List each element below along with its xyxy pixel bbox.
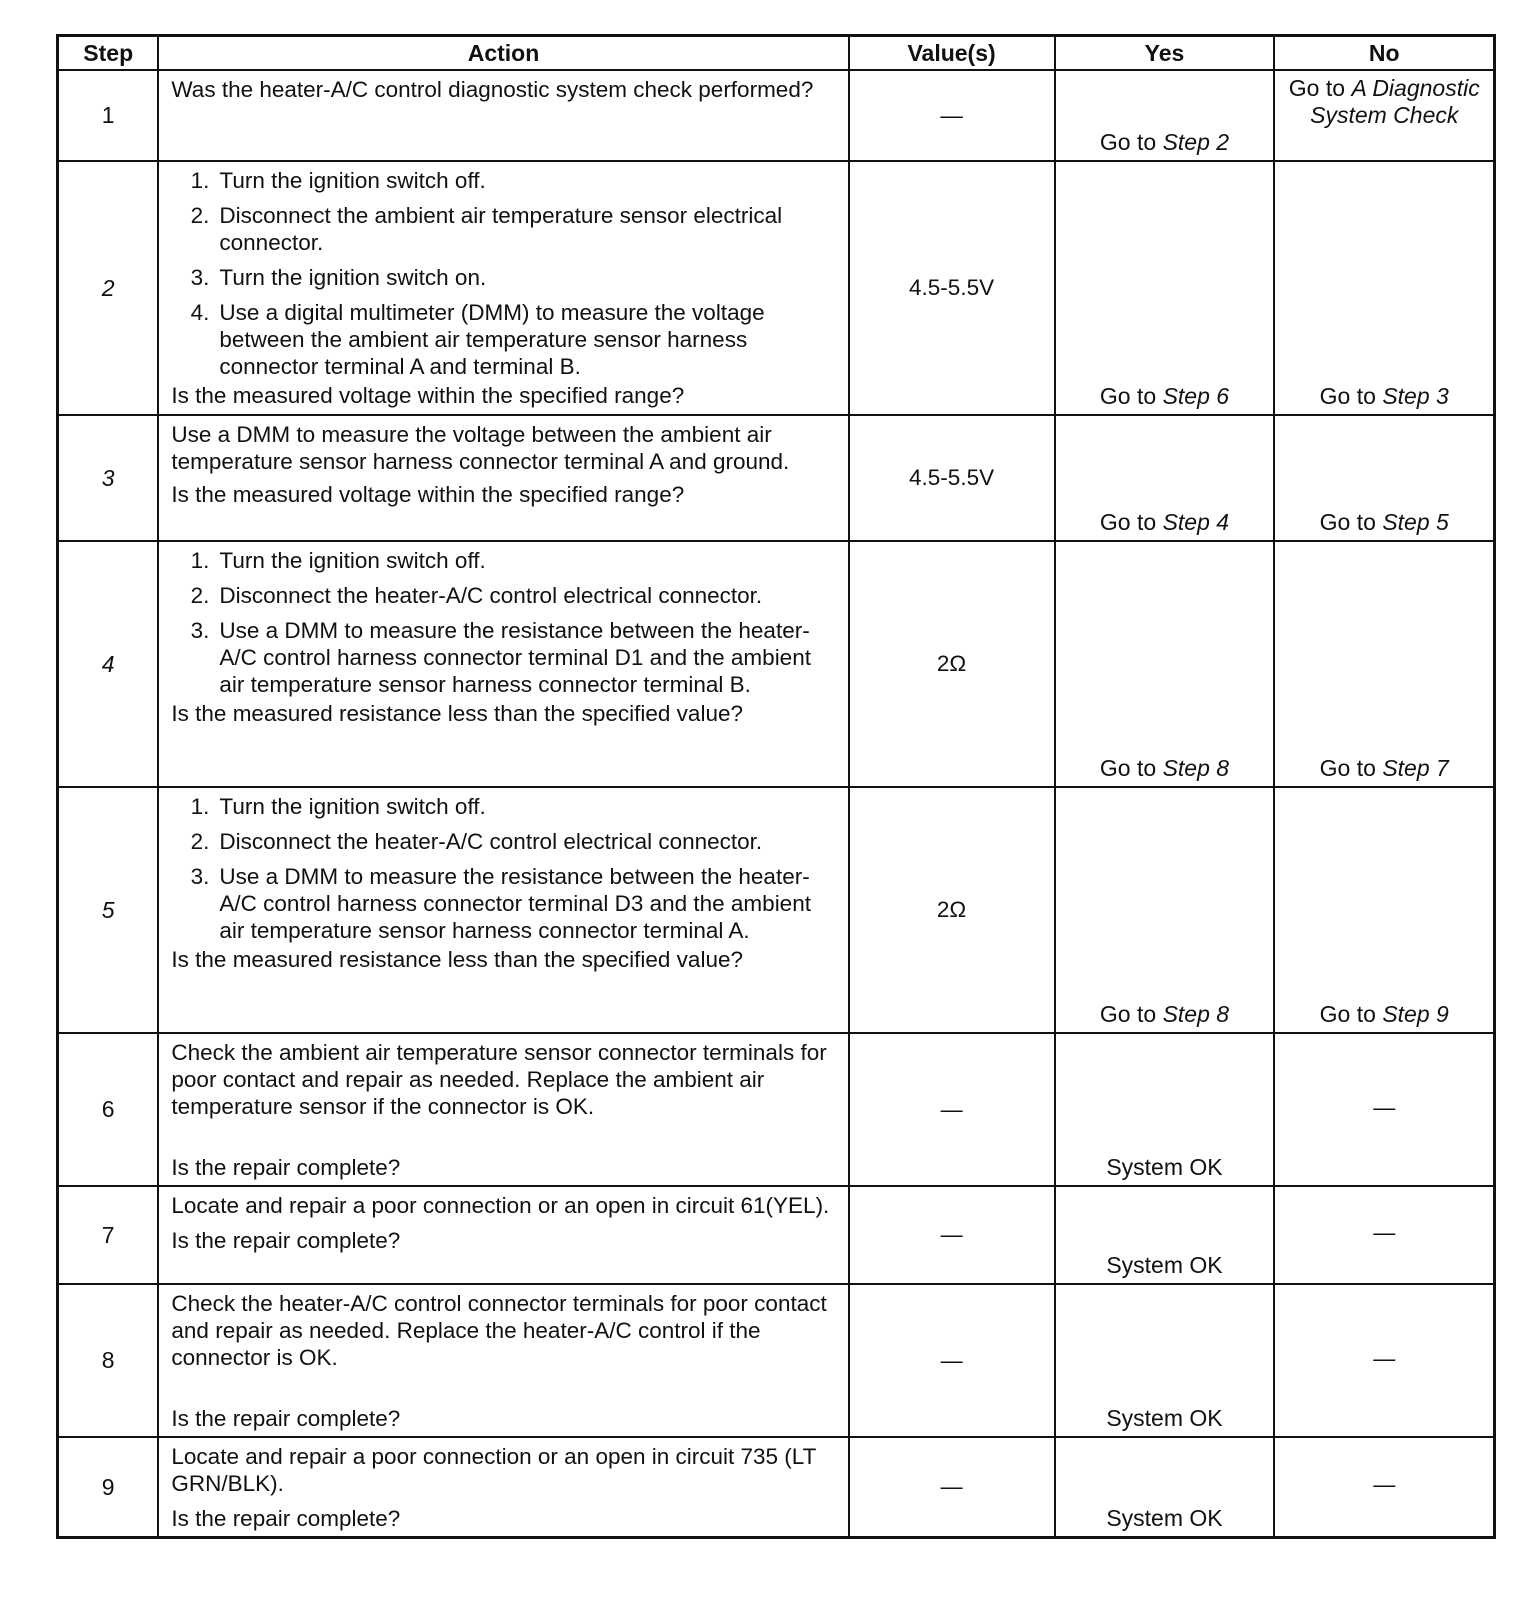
action-text: Check the ambient air temperature sensor connector terminals for poor contact and repair as needed. Replace the ambient air temperature sensor if the connector is OK.	[171, 1040, 827, 1119]
yes-step-ref: Step 8	[1162, 1001, 1230, 1027]
step-number: 5	[58, 787, 159, 1033]
value-cell: —	[849, 1186, 1055, 1284]
action-question: Is the repair complete?	[171, 1155, 401, 1180]
action-step: 1. Turn the ignition switch off.	[190, 168, 486, 193]
action-step: 3. Use a DMM to measure the resistance between the heater-A/C control harness connector terminal D1 and the ambient air temperature sensor harness connector terminal B.	[190, 618, 811, 697]
no-cell	[1274, 541, 1494, 787]
no-cell	[1274, 787, 1494, 1033]
diagnostic-table	[56, 34, 1496, 1539]
value-cell: —	[849, 1437, 1055, 1538]
go-to-label: Go to	[1099, 1001, 1157, 1027]
step-number: 3	[58, 415, 159, 541]
go-to-label: Go to	[1099, 129, 1157, 155]
action-step: 2. Disconnect the heater-A/C control electrical connector.	[190, 829, 763, 854]
action-steps	[171, 547, 839, 698]
no-cell: —	[1274, 1284, 1494, 1437]
yes-cell	[1055, 541, 1275, 787]
yes-step-ref: Step 8	[1162, 755, 1230, 781]
action-cell	[158, 787, 848, 1033]
value-cell: —	[849, 70, 1055, 161]
no-target-ref: A Diagnostic System Check	[1310, 75, 1480, 128]
table-row	[58, 1437, 1495, 1538]
step-number: 7	[58, 1186, 159, 1284]
action-cell	[158, 415, 848, 541]
step-number: 6	[58, 1033, 159, 1186]
action-question: Is the measured resistance less than the specified value?	[171, 701, 743, 726]
no-cell: —	[1274, 1186, 1494, 1284]
step-number: 8	[58, 1284, 159, 1437]
action-step: 3. Turn the ignition switch on.	[190, 265, 487, 290]
step-number: 1	[58, 70, 159, 161]
action-cell	[158, 70, 848, 161]
go-to-label: Go to	[1099, 383, 1157, 409]
no-cell	[1274, 161, 1494, 415]
yes-cell	[1055, 787, 1275, 1033]
action-steps	[171, 167, 839, 380]
action-step: 2. Disconnect the heater-A/C control electrical connector.	[190, 583, 763, 608]
go-to-label: Go to	[1288, 75, 1346, 101]
action-text: Locate and repair a poor connection or an open in circuit 735 (LT GRN/BLK).	[171, 1444, 816, 1496]
action-question: Is the measured resistance less than the specified value?	[171, 947, 743, 972]
header-no: No	[1274, 36, 1494, 71]
no-step-ref: Step 9	[1382, 1001, 1449, 1027]
yes-step-ref: Step 4	[1162, 509, 1230, 535]
action-cell	[158, 1186, 848, 1284]
yes-cell	[1055, 415, 1275, 541]
go-to-label: Go to	[1319, 509, 1376, 535]
action-text: Was the heater-A/C control diagnostic system check performed?	[171, 77, 814, 102]
action-step: 4. Use a digital multimeter (DMM) to measure the voltage between the ambient air temperature sensor harness connector terminal A and terminal B.	[190, 300, 765, 379]
yes-step-ref: Step 6	[1162, 383, 1230, 409]
yes-step-ref: Step 2	[1162, 129, 1230, 155]
no-cell	[1274, 70, 1494, 161]
action-question: Is the repair complete?	[171, 1228, 401, 1253]
action-question: Is the repair complete?	[171, 1406, 401, 1431]
yes-cell	[1055, 161, 1275, 415]
yes-cell: System OK	[1055, 1033, 1275, 1186]
step-number: 9	[58, 1437, 159, 1538]
action-cell	[158, 161, 848, 415]
action-cell	[158, 541, 848, 787]
header-action: Action	[158, 36, 848, 71]
action-question: Is the measured voltage within the specified range?	[171, 383, 685, 408]
table-row	[58, 787, 1495, 1033]
table-row	[58, 161, 1495, 415]
yes-cell: System OK	[1055, 1284, 1275, 1437]
value-cell: 4.5-5.5V	[849, 415, 1055, 541]
action-step: 1. Turn the ignition switch off.	[190, 548, 486, 573]
table-row	[58, 1033, 1495, 1186]
no-step-ref: Step 3	[1382, 383, 1449, 409]
step-number: 2	[58, 161, 159, 415]
value-cell: 4.5-5.5V	[849, 161, 1055, 415]
yes-cell: System OK	[1055, 1186, 1275, 1284]
header-values: Value(s)	[849, 36, 1055, 71]
action-question: Is the measured voltage within the specified range?	[171, 482, 685, 507]
no-cell	[1274, 415, 1494, 541]
value-cell: 2Ω	[849, 541, 1055, 787]
action-steps	[171, 793, 839, 944]
step-number: 4	[58, 541, 159, 787]
go-to-label: Go to	[1319, 1001, 1376, 1027]
action-cell	[158, 1284, 848, 1437]
action-cell	[158, 1033, 848, 1186]
go-to-label: Go to	[1319, 755, 1376, 781]
go-to-label: Go to	[1099, 755, 1157, 781]
action-text: Check the heater-A/C control connector terminals for poor contact and repair as needed. Replace the heater-A/C control if the connector is OK.	[171, 1291, 827, 1370]
header-yes: Yes	[1055, 36, 1275, 71]
table-row	[58, 70, 1495, 161]
action-question: Is the repair complete?	[171, 1506, 401, 1531]
value-cell: —	[849, 1284, 1055, 1437]
action-step: 3. Use a DMM to measure the resistance between the heater-A/C control harness connector terminal D3 and the ambient air temperature sensor harness connector terminal A.	[190, 864, 811, 943]
action-cell	[158, 1437, 848, 1538]
value-cell: 2Ω	[849, 787, 1055, 1033]
no-step-ref: Step 5	[1382, 509, 1449, 535]
table-row	[58, 415, 1495, 541]
value-cell: —	[849, 1033, 1055, 1186]
action-text: Use a DMM to measure the voltage between the ambient air temperature sensor harness connector terminal A and ground.	[171, 422, 790, 474]
no-cell: —	[1274, 1033, 1494, 1186]
action-text: Locate and repair a poor connection or an open in circuit 61(YEL).	[171, 1193, 830, 1218]
no-cell: —	[1274, 1437, 1494, 1538]
action-step: 1. Turn the ignition switch off.	[190, 794, 486, 819]
go-to-label: Go to	[1319, 383, 1376, 409]
no-step-ref: Step 7	[1382, 755, 1449, 781]
header-row	[58, 36, 1495, 71]
go-to-label: Go to	[1099, 509, 1157, 535]
header-step: Step	[58, 36, 159, 71]
action-step: 2. Disconnect the ambient air temperature sensor electrical connector.	[190, 203, 783, 255]
table-row	[58, 1186, 1495, 1284]
yes-cell	[1055, 70, 1275, 161]
yes-cell: System OK	[1055, 1437, 1275, 1538]
table-row	[58, 541, 1495, 787]
table-row	[58, 1284, 1495, 1437]
